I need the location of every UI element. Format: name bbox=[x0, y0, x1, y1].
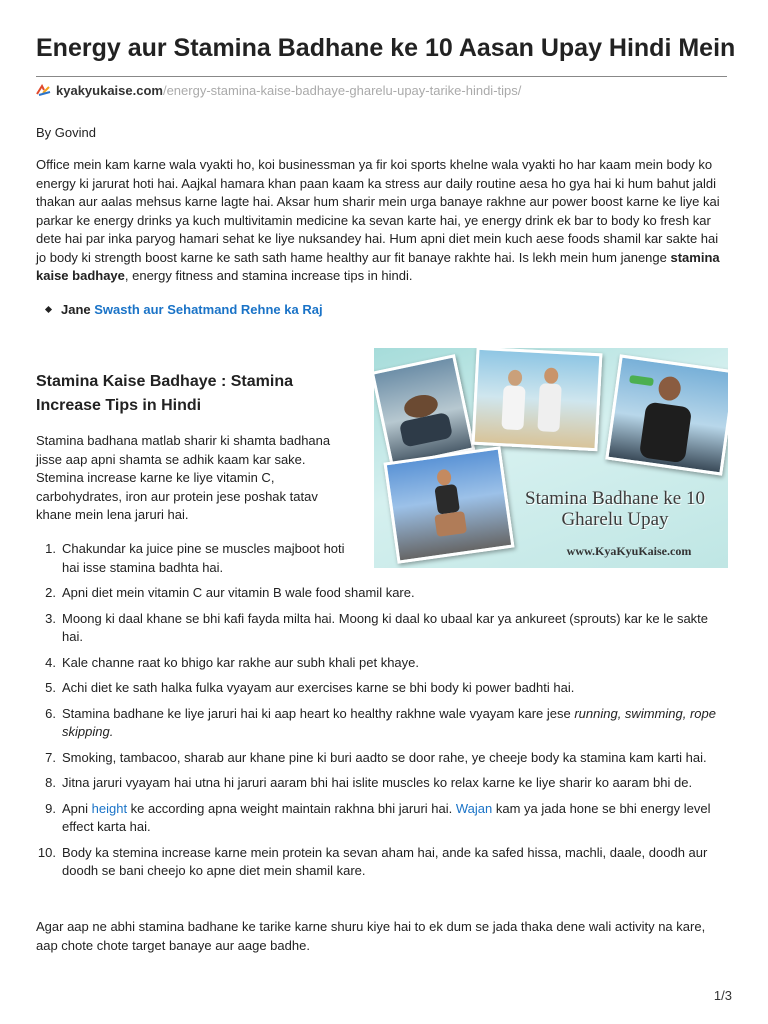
tip-number: 6. bbox=[45, 705, 56, 721]
tip-item bbox=[36, 844, 728, 881]
tip-number: 9. bbox=[45, 800, 56, 816]
hero-image bbox=[374, 348, 728, 568]
tip-text: Body ka stemina increase karne mein protein ka sevan aham hai, ande ka safed hissa, machli, daale, doodh aur doodh se bani cheejo ko apne diet mein shamil kare. bbox=[62, 844, 708, 878]
closing-paragraph: Agar aap ne abhi stamina badhane ke tarike karne shuru kiye hai to ek dum se jada thaka dene wali activity na kare, aap chote chote target banaye aur aage badhe. bbox=[36, 919, 706, 953]
tip-text: Kale channe raat ko bhigo kar rakhe aur subh khali pet khaye. bbox=[62, 654, 420, 670]
photo-tired-woman bbox=[374, 354, 475, 468]
title-divider bbox=[36, 76, 727, 77]
source-url[interactable] bbox=[36, 83, 521, 98]
height-link[interactable]: height bbox=[91, 800, 128, 816]
tip-text: Achi diet ke sath halka fulka vyayam aur exercises karne se bhi body ki power badhti hai. bbox=[62, 680, 575, 695]
tip-text: Jitna jaruri vyayam hai utna hi jaruri aaram bhi hai islite muscles ko relax karne ke liye sharir ko aaram bhi de. bbox=[62, 775, 693, 790]
section-body: Stamina badhana matlab sharir ki shamta badhana jisse aap apni shamta se adhik kaam kar sake. Stemina increase karne ke liye vitamin C, carbohydrates, iron aur protein jese poshak tatav khane mein lena jaruri hai. bbox=[36, 433, 331, 522]
intro-tail: , energy fitness and stamina increase tips in hindi. bbox=[124, 268, 413, 283]
tip-item bbox=[36, 679, 728, 698]
tip-item bbox=[36, 584, 728, 603]
tip-text: Apni diet mein vitamin C aur vitamin B wale food shamil kare. bbox=[62, 585, 415, 600]
related-article-link[interactable]: Swasth aur Sehatmand Rehne ka Raj bbox=[94, 302, 323, 317]
hero-caption: Stamina Badhane ke 10 Gharelu Upay bbox=[525, 488, 705, 530]
tips-list bbox=[36, 540, 728, 888]
source-domain: kyakyukaise.com bbox=[56, 83, 163, 98]
tip-italic-examples: running, swimming, rope skipping. bbox=[62, 705, 716, 739]
tip-text: Smoking, tambacoo, sharab aur khane pine ki buri aadto se door rahe, ye cheeje body ka stamina kam karti hai. bbox=[62, 749, 707, 765]
related-prefix: Jane bbox=[61, 302, 91, 317]
intro-text: Office mein kam karne wala vyakti ho, koi businessman ya fir koi sports khelne wala vyakti ho har kaam mein body ko energy ki jarurat hoti hai. Aajkal hamara khan paan kaam ka stress aur daily routine aesa ho gya hai ki hum bahut jaldi thakan aur aalas mehsus karne lagte hai. Aksar hum sharir mein urga banaye rakhne aur power boost karne ke liye kai parkar ke energy drinks ya kuch multivitamin medicine ka sevan karte hai, ye energy drink ek bar to body ko fresh kar dete hai par inka paryog hamari sehat ke liye nuksandey hai. Hum apni diet mein kuch aese foods shamil kar sakte hai jo body ki strength boost karne ke sath sath hame healthy aur fit banaye rakhte hai. Is lekh mein hum janenge bbox=[36, 157, 720, 265]
tip-text: ke according apna weight maintain rakhna bhi jaruri hai. bbox=[127, 800, 456, 816]
page-number: 1/3 bbox=[713, 988, 732, 1003]
photo-man-drinking bbox=[605, 354, 728, 475]
tip-item bbox=[36, 654, 728, 673]
intro-paragraph bbox=[36, 156, 728, 286]
related-article-bullet bbox=[46, 302, 323, 317]
tip-item bbox=[36, 705, 728, 742]
site-favicon-icon bbox=[36, 84, 52, 96]
tip-text: Stamina badhane ke liye jaruri hai ki aap heart ko healthy rakhne wale vyayam kare jese bbox=[62, 705, 575, 721]
photo-couple-beach bbox=[472, 348, 603, 451]
tip-item bbox=[36, 540, 362, 577]
wajan-link[interactable]: Wajan bbox=[455, 800, 493, 816]
tip-text: Apni bbox=[62, 800, 92, 816]
tip-number: 4. bbox=[45, 654, 56, 670]
tip-number: 10. bbox=[37, 844, 56, 860]
tip-number: 1. bbox=[45, 541, 56, 556]
tip-number: 5. bbox=[45, 680, 56, 695]
tip-item bbox=[36, 774, 728, 793]
source-path: /energy-stamina-kaise-badhaye-gharelu-upay-tarike-hindi-tips/ bbox=[162, 83, 522, 98]
section-heading: Stamina Kaise Badhaye : Stamina Increase Tips in Hindi bbox=[36, 373, 293, 414]
tip-item bbox=[36, 800, 728, 837]
tip-number: 8. bbox=[45, 775, 56, 790]
page-title: Energy aur Stamina Badhane ke 10 Aasan Upay Hindi Mein bbox=[36, 34, 736, 62]
tip-text: Chakundar ka juice pine se muscles majboot hoti hai isse stamina badhta hai. bbox=[62, 541, 345, 575]
tip-number: 2. bbox=[45, 585, 56, 600]
tip-number: 3. bbox=[45, 610, 56, 626]
tip-text: Moong ki daal khane se bhi kafi fayda milta hai. Moong ki daal ko ubaal kar ya ankureet (sprouts) kar ke le sakte hai. bbox=[62, 610, 709, 644]
tip-item bbox=[36, 610, 728, 647]
intro-keyword: stamina kaise badhaye bbox=[36, 249, 720, 283]
tip-item bbox=[36, 749, 728, 768]
hero-site-watermark: www.KyaKyuKaise.com bbox=[566, 544, 692, 558]
bullet-diamond-icon bbox=[45, 306, 52, 313]
byline: By Govind bbox=[36, 125, 96, 140]
tip-number: 7. bbox=[45, 749, 56, 765]
tip-text: kam ya jada hone se bhi energy level effect karta hai. bbox=[62, 800, 711, 834]
